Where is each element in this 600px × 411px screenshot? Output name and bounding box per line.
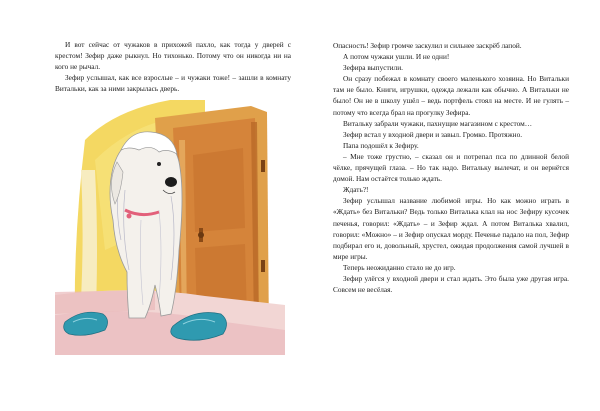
dog-at-door-illustration — [55, 100, 285, 355]
paragraph: – Мне тоже грустно, – сказал он и потрепал пса по длинной белой чёлке, прячущей глаза. – Но так надо. Витальку вылечат, и он вернётся домой. Нам остаётся только ждать. — [333, 151, 569, 184]
left-page-text — [55, 40, 291, 95]
right-page-text — [333, 40, 569, 295]
paragraph: Зефир встал у входной двери и завыл. Громко. Протяжно. — [343, 129, 523, 139]
paragraph: Зефир услышал, как все взрослые – и чужаки тоже! – зашли в комнату Витальки, как за ними закрылась дверь. — [55, 72, 291, 93]
paragraph: Он сразу побежал в комнату своего маленького хозяина. Но Витальки там не было. Книги, игрушки, одежда лежали как обычно. А Витальки не было! Он не в школу ушёл – ведь портфель стоял на месте. И не гулять – потому что всегда брал на прогулку Зефира. — [333, 74, 569, 117]
paragraph: Зефир услышал название любимой игры. Но как можно играть в «Ждать» без Витальки? Ведь только Виталька клал на нос Зефиру кусочек печенья, говорил: «Ждать» – и Зефир ждал. А потом Виталька хвалил, говорил: «Можно» – и Зефир опускал морду. Печенье падало на пол, Зефир подбирал его и, довольный, хрустел, ожидая продолжения самой лучшей в мире игры. — [333, 196, 569, 261]
paragraph: Теперь неожиданно стало не до игр. — [343, 262, 456, 272]
paragraph: Зефир улёгся у входной двери и стал ждать. Это была уже другая игра. Совсем не весёлая. — [333, 273, 569, 295]
paragraph: Опасность! Зефир громче заскулил и сильнее заскрёб лапой. — [333, 41, 522, 50]
paragraph: А потом чужаки ушли. И не одни! — [343, 52, 450, 62]
paragraph: Папа подошёл к Зефиру. — [343, 140, 419, 150]
paragraph: Зефира выпустили. — [343, 63, 403, 73]
paragraph: Витальку забрали чужаки, пахнущие магазином с крестом… — [343, 118, 533, 128]
paragraph: И вот сейчас от чужаков в прихожей пахло, как тогда у дверей с крестом! Зефир даже рыкнул. Но тихонько. Потому что он никогда ни на кого не рычал. — [55, 40, 291, 71]
paragraph: Ждать?! — [343, 185, 369, 195]
